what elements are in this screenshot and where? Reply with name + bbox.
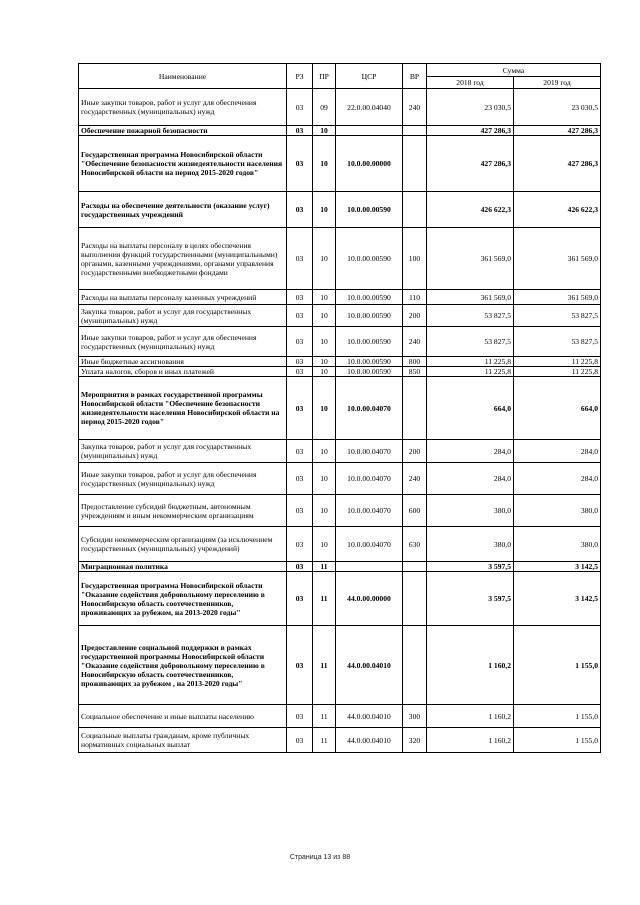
- cell-2019: 23 030,5: [514, 89, 601, 126]
- cell-pr: 11: [313, 562, 336, 572]
- cell-name: Государственная программа Новосибирской области "Оказание содействия добровольному переселению в Новосибирскую область соотечественников, проживающих за рубежом, на 2013-2020 годы": [79, 572, 287, 626]
- cell-rz: 03: [287, 440, 313, 463]
- cell-csr: 10.0.00.00000: [336, 136, 403, 192]
- cell-name: Иные закупки товаров, работ и услуг для обеспечения государственных (муниципальных) нужд: [79, 327, 287, 357]
- cell-rz: 03: [287, 377, 313, 440]
- table-row: [79, 495, 601, 527]
- cell-2019: 11 225,8: [514, 357, 601, 367]
- cell-rz: 03: [287, 305, 313, 327]
- cell-vr: [403, 136, 427, 192]
- cell-rz: 03: [287, 572, 313, 626]
- cell-csr: 10.0.00.00590: [336, 290, 403, 305]
- cell-pr: 11: [313, 728, 336, 753]
- table-row: [79, 367, 601, 377]
- cell-vr: 240: [403, 89, 427, 126]
- budget-table: [78, 63, 601, 753]
- cell-2019: 427 286,3: [514, 136, 601, 192]
- cell-rz: 03: [287, 357, 313, 367]
- cell-csr: 10.0.00.00590: [336, 367, 403, 377]
- cell-csr: 10.0.00.00590: [336, 228, 403, 290]
- cell-2019: 664,0: [514, 377, 601, 440]
- cell-name: Социальное обеспечение и иные выплаты населению: [79, 705, 287, 728]
- cell-name: Предоставление социальной поддержки в рамках государственной программы Новосибирской области "Оказание содействия добровольному переселению в Новосибирскую область соотечественников, проживающих за рубежом , на 2013-2020 годы": [79, 626, 287, 705]
- cell-2018: 380,0: [427, 495, 514, 527]
- cell-2018: 53 827,5: [427, 305, 514, 327]
- cell-csr: 44.0.00.04010: [336, 728, 403, 753]
- cell-vr: 200: [403, 305, 427, 327]
- cell-vr: 100: [403, 228, 427, 290]
- cell-vr: 320: [403, 728, 427, 753]
- cell-rz: 03: [287, 192, 313, 228]
- cell-pr: 10: [313, 495, 336, 527]
- cell-pr: 10: [313, 440, 336, 463]
- table-row: [79, 728, 601, 753]
- cell-csr: 10.0.00.00590: [336, 357, 403, 367]
- cell-name: Обеспечение пожарной безопасности: [79, 126, 287, 136]
- cell-pr: 11: [313, 626, 336, 705]
- cell-rz: 03: [287, 327, 313, 357]
- table-row: [79, 705, 601, 728]
- table-row: [79, 136, 601, 192]
- cell-2019: 380,0: [514, 527, 601, 562]
- cell-2018: 427 286,3: [427, 126, 514, 136]
- cell-pr: 10: [313, 377, 336, 440]
- cell-2018: 3 597,5: [427, 562, 514, 572]
- cell-2018: 284,0: [427, 440, 514, 463]
- table-row: [79, 463, 601, 495]
- cell-vr: 300: [403, 705, 427, 728]
- cell-2018: 53 827,5: [427, 327, 514, 357]
- cell-rz: 03: [287, 495, 313, 527]
- table-row: [79, 228, 601, 290]
- cell-pr: 10: [313, 228, 336, 290]
- cell-2018: 426 622,3: [427, 192, 514, 228]
- table-row: [79, 440, 601, 463]
- cell-name: Закупка товаров, работ и услуг для государственных (муниципальных) нужд: [79, 305, 287, 327]
- cell-csr: 10.0.00.00590: [336, 305, 403, 327]
- header-rz: РЗ: [287, 64, 313, 89]
- cell-2019: 1 155,0: [514, 705, 601, 728]
- cell-name: Иные бюджетные ассигнования: [79, 357, 287, 367]
- cell-csr: 10.0.00.04070: [336, 377, 403, 440]
- cell-csr: 44.0.00.04010: [336, 705, 403, 728]
- cell-vr: 600: [403, 495, 427, 527]
- cell-name: Иные закупки товаров, работ и услуг для обеспечения государственных (муниципальных) нужд: [79, 463, 287, 495]
- cell-name: Расходы на выплаты персоналу казенных учреждений: [79, 290, 287, 305]
- cell-2018: 361 569,0: [427, 228, 514, 290]
- cell-vr: 110: [403, 290, 427, 305]
- cell-vr: [403, 562, 427, 572]
- cell-vr: [403, 626, 427, 705]
- cell-2019: 361 569,0: [514, 228, 601, 290]
- cell-rz: 03: [287, 527, 313, 562]
- cell-2018: 3 597,5: [427, 572, 514, 626]
- header-name: Наименование: [79, 64, 287, 89]
- cell-pr: 10: [313, 357, 336, 367]
- cell-pr: 11: [313, 705, 336, 728]
- cell-name: Миграционная политика: [79, 562, 287, 572]
- cell-vr: 200: [403, 440, 427, 463]
- cell-vr: [403, 192, 427, 228]
- cell-name: Социальные выплаты гражданам, кроме публичных нормативных социальных выплат: [79, 728, 287, 753]
- cell-pr: 10: [313, 192, 336, 228]
- cell-csr: 44.0.00.00000: [336, 572, 403, 626]
- cell-name: Расходы на обеспечение деятельности (оказание услуг) государственных учреждений: [79, 192, 287, 228]
- cell-rz: 03: [287, 89, 313, 126]
- cell-pr: 09: [313, 89, 336, 126]
- cell-rz: 03: [287, 463, 313, 495]
- cell-pr: 10: [313, 126, 336, 136]
- cell-pr: 10: [313, 527, 336, 562]
- cell-2018: 1 160,2: [427, 626, 514, 705]
- budget-table-container: [78, 63, 600, 753]
- header-vr: ВР: [403, 64, 427, 89]
- cell-vr: 850: [403, 367, 427, 377]
- cell-pr: 11: [313, 572, 336, 626]
- header-pr: ПР: [313, 64, 336, 89]
- cell-name: Субсидии некоммерческим организациям (за исключением государственных (муниципальных) учреждений): [79, 527, 287, 562]
- cell-2019: 1 155,0: [514, 728, 601, 753]
- table-row: [79, 357, 601, 367]
- table-row: [79, 89, 601, 126]
- cell-name: Расходы на выплаты персоналу в целях обеспечения выполнения функций государственными (муниципальными) органами, казенными учреждениями, органами управления государственными внебюджетными фондами: [79, 228, 287, 290]
- cell-2019: 53 827,5: [514, 327, 601, 357]
- cell-2018: 11 225,8: [427, 357, 514, 367]
- cell-rz: 03: [287, 367, 313, 377]
- cell-rz: 03: [287, 728, 313, 753]
- cell-vr: [403, 572, 427, 626]
- cell-2019: 1 155,0: [514, 626, 601, 705]
- cell-2018: 23 030,5: [427, 89, 514, 126]
- cell-rz: 03: [287, 562, 313, 572]
- cell-rz: 03: [287, 626, 313, 705]
- cell-csr: 10.0.00.04070: [336, 440, 403, 463]
- cell-pr: 10: [313, 327, 336, 357]
- cell-csr: [336, 562, 403, 572]
- table-row: [79, 192, 601, 228]
- table-row: [79, 290, 601, 305]
- cell-rz: 03: [287, 126, 313, 136]
- cell-csr: 10.0.00.04070: [336, 527, 403, 562]
- cell-vr: [403, 377, 427, 440]
- cell-name: Мероприятия в рамках государственной программы Новосибирской области "Обеспечение безопасности жизнедеятельности населения Новосибирской области на период 2015-2020 годов": [79, 377, 287, 440]
- page-footer: Страница 13 из 88: [289, 854, 351, 861]
- table-row: [79, 126, 601, 136]
- cell-2019: 361 569,0: [514, 290, 601, 305]
- cell-csr: 10.0.00.04070: [336, 495, 403, 527]
- table-row: [79, 377, 601, 440]
- cell-name: Закупка товаров, работ и услуг для государственных (муниципальных) нужд: [79, 440, 287, 463]
- cell-2019: 427 286,3: [514, 126, 601, 136]
- budget-table-body: [79, 89, 601, 753]
- cell-csr: 44.0.00.04010: [336, 626, 403, 705]
- table-row: [79, 527, 601, 562]
- cell-csr: 10.0.00.00590: [336, 192, 403, 228]
- cell-pr: 10: [313, 305, 336, 327]
- cell-vr: [403, 126, 427, 136]
- cell-2018: 284,0: [427, 463, 514, 495]
- cell-2019: 284,0: [514, 440, 601, 463]
- cell-2018: 1 160,2: [427, 705, 514, 728]
- table-row: [79, 562, 601, 572]
- cell-2018: 1 160,2: [427, 728, 514, 753]
- cell-2019: 3 142,5: [514, 562, 601, 572]
- cell-2018: 361 569,0: [427, 290, 514, 305]
- cell-rz: 03: [287, 136, 313, 192]
- cell-2019: 380,0: [514, 495, 601, 527]
- cell-vr: 800: [403, 357, 427, 367]
- table-row: [79, 626, 601, 705]
- header-csr: ЦСР: [336, 64, 403, 89]
- cell-2018: 427 286,3: [427, 136, 514, 192]
- cell-csr: [336, 126, 403, 136]
- cell-rz: 03: [287, 290, 313, 305]
- table-row: [79, 572, 601, 626]
- cell-2018: 11 225,8: [427, 367, 514, 377]
- cell-csr: 10.0.00.00590: [336, 327, 403, 357]
- cell-rz: 03: [287, 705, 313, 728]
- cell-2019: 426 622,3: [514, 192, 601, 228]
- cell-csr: 10.0.00.04070: [336, 463, 403, 495]
- cell-pr: 10: [313, 367, 336, 377]
- cell-pr: 10: [313, 463, 336, 495]
- cell-2019: 284,0: [514, 463, 601, 495]
- cell-2019: 53 827,5: [514, 305, 601, 327]
- cell-2019: 3 142,5: [514, 572, 601, 626]
- header-year-2019: 2019 год: [514, 77, 601, 89]
- header-sum: Сумма: [427, 64, 601, 77]
- cell-name: Иные закупки товаров, работ и услуг для обеспечения государственных (муниципальных) нужд: [79, 89, 287, 126]
- cell-pr: 10: [313, 290, 336, 305]
- cell-name: Государственная программа Новосибирской области "Обеспечение безопасности жизнедеятельности населения Новосибирской области на период 2015-2020 годов": [79, 136, 287, 192]
- header-year-2018: 2018 год: [427, 77, 514, 89]
- cell-vr: 240: [403, 327, 427, 357]
- cell-2018: 380,0: [427, 527, 514, 562]
- cell-vr: 630: [403, 527, 427, 562]
- cell-vr: 240: [403, 463, 427, 495]
- cell-2019: 11 225,8: [514, 367, 601, 377]
- cell-pr: 10: [313, 136, 336, 192]
- cell-name: Предоставление субсидий бюджетным, автономным учреждениям и иным некоммерческим организациям: [79, 495, 287, 527]
- cell-rz: 03: [287, 228, 313, 290]
- table-row: [79, 327, 601, 357]
- cell-2018: 664,0: [427, 377, 514, 440]
- cell-name: Уплата налогов, сборов и иных платежей: [79, 367, 287, 377]
- cell-csr: 22.0.00.04040: [336, 89, 403, 126]
- table-row: [79, 305, 601, 327]
